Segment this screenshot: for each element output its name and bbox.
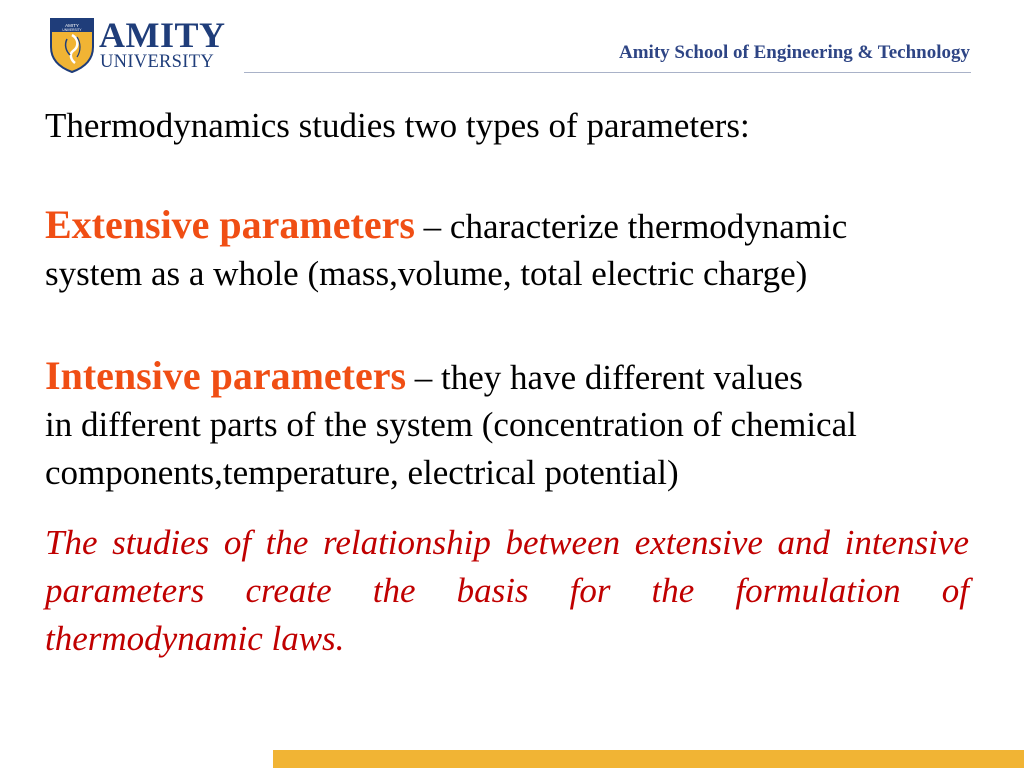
extensive-term: Extensive parameters	[45, 202, 415, 247]
shield-text: AMITY	[65, 23, 79, 28]
intensive-line-2: in different parts of the system (concentration of chemical	[45, 405, 857, 444]
intensive-term: Intensive parameters	[45, 353, 407, 398]
amity-logo	[49, 17, 229, 75]
footer-accent-bar	[273, 750, 1024, 768]
logo-subtitle: UNIVERSITY	[100, 52, 214, 72]
logo-wordmark: AMITY	[99, 15, 226, 55]
extensive-line-2: system as a whole (mass,volume, total electric charge)	[45, 254, 808, 293]
header-divider	[244, 72, 971, 73]
extensive-line-1	[45, 201, 847, 251]
intro-text: Thermodynamics studies two types of parameters:	[45, 106, 750, 145]
intensive-line-1	[45, 352, 803, 402]
intensive-line-3: components,temperature, electrical potential)	[45, 453, 679, 492]
conclusion-text: The studies of the relationship between extensive and intensive parameters create the basis for the formulation of thermodynamic laws.	[45, 523, 969, 658]
extensive-definition-start: – characterize thermodynamic	[414, 207, 848, 246]
svg-text:UNIVERSITY: UNIVERSITY	[62, 28, 82, 32]
shield-icon	[49, 17, 95, 73]
header-title: Amity School of Engineering & Technology	[619, 42, 970, 63]
intensive-definition-start: – they have different values	[406, 358, 803, 397]
